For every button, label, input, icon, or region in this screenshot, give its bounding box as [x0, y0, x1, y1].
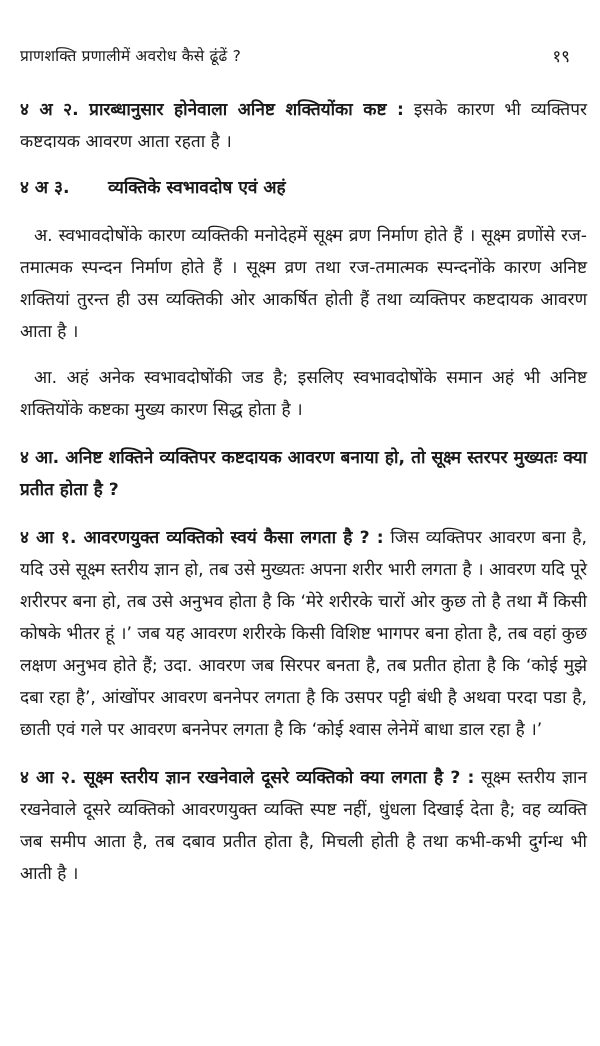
section-4a2-text: इसके कारण भी व्यक्तिपर कष्टदायक आवरण आता रहता है । [20, 100, 587, 152]
section-4a3-heading: व्यक्तिके स्वभावदोष एवं अहं [108, 178, 286, 198]
running-title: प्राणशक्ति प्रणालीमें अवरोध कैसे ढूंढें ? [20, 47, 242, 65]
page-number: १९ [552, 47, 570, 67]
section-4aa-heading: ४ आ. अनिष्ट शक्तिने व्यक्तिपर कष्टदायक आवरण बनाया हो, तो सूक्ष्म स्तरपर मुख्यतः क्या प्रतीत होता है ? [20, 448, 587, 500]
section-4a3-number: ४ अ ३. [20, 178, 70, 198]
section-4aa1-text: जिस व्यक्तिपर आवरण बना है, यदि उसे सूक्ष्म स्तरीय ज्ञान हो, तब उसे मुख्यतः अपना शरीर भारी लगता है । आवरण यदि पूरे शरीरपर बना हो, तब उसे अनुभव होता है कि ‘मेरे शरीरके चारों ओर कुछ तो है तथा मैं किसी कोषके भीतर हूं ।’ जब यह आवरण शरीरके किसी विशिष्ट भागपर बना होता है, तब वहां कुछ लक्षण अनुभव होते हैं; उदा. आवरण जब सिरपर बनता है, तब प्रतीत होता है कि ‘कोई मुझे दबा रहा है’, आंखोंपर आवरण बननेपर लगता है कि उसपर पट्टी बंधी है अथवा परदा पडा है, छाती एवं गले पर आवरण बननेपर लगता है कि ‘कोई श्वास लेनेमें बाधा डाल रहा है ।’ [20, 528, 587, 740]
section-4a3-aa-paragraph: आ. अहं अनेक स्वभावदोषोंकी जड है; इसलिए स्वभावदोषोंके समान अहं भी अनिष्ट शक्तियोंके कष्टका मुख्य कारण सिद्ध होता है । [20, 368, 587, 420]
section-4a2-heading: ४ अ २. प्रारब्धानुसार होनेवाला अनिष्ट शक्तियोंका कष्ट : [20, 100, 404, 120]
section-4a2-paragraph [20, 94, 587, 158]
section-4aa2-text: सूक्ष्म स्तरीय ज्ञान रखनेवाले दूसरे व्यक्तिको आवरणयुक्त व्यक्ति स्पष्ट नहीं, धुंधला दिखाई देता है; वह व्यक्ति जब समीप आता है, तब दबाव प्रतीत होता है, मिचली होती है तथा कभी-कभी दुर्गन्ध भी आती है । [20, 768, 587, 884]
section-4aa1-heading: ४ आ १. आवरणयुक्त व्यक्तिको स्वयं कैसा लगता है ? : [20, 528, 384, 548]
running-header [20, 44, 580, 68]
section-4a3-heading-line [20, 172, 587, 204]
section-4aa2-heading: ४ आ २. सूक्ष्म स्तरीय ज्ञान रखनेवाले दूसरे व्यक्तिको क्या लगता है ? : [20, 768, 475, 788]
section-4a3-a-paragraph: अ. स्वभावदोषोंके कारण व्यक्तिकी मनोदेहमें सूक्ष्म व्रण निर्माण होते हैं । सूक्ष्म व्रणोंसे रज-तमात्मक स्पन्दन निर्माण होते हैं । सूक्ष्म व्रण तथा रज-तमात्मक स्पन्दनोंके कारण अनिष्ट शक्तियां तुरन्त ही उस व्यक्तिकी ओर आकर्षित होती हैं तथा व्यक्तिपर कष्टदायक आवरण आता है । [20, 226, 587, 342]
page-content [20, 94, 587, 890]
section-4aa2-paragraph [20, 762, 587, 890]
section-4aa1-paragraph [20, 522, 587, 746]
